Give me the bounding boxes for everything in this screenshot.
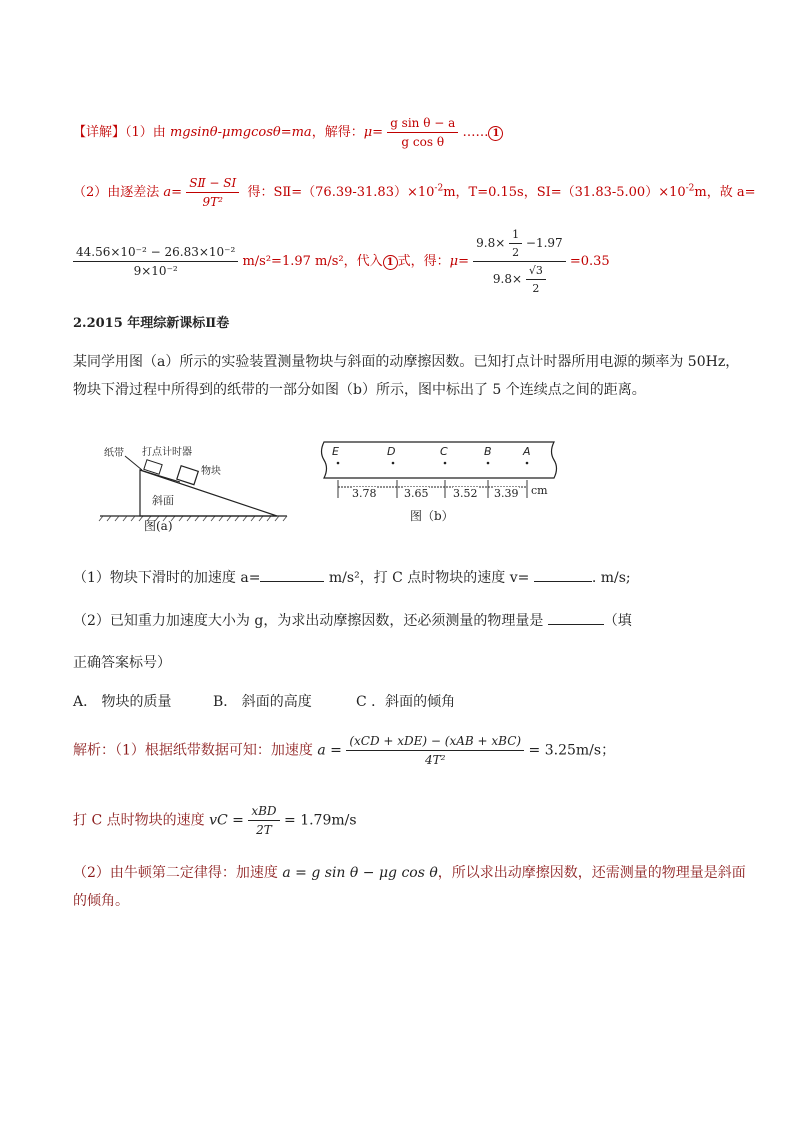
- half-den: 2: [512, 246, 520, 259]
- circled-number-1: 1: [488, 126, 503, 141]
- detail-p2-prefix: （2）由逐差法: [73, 185, 160, 200]
- detail-p2-denominator: 9T²: [202, 195, 223, 209]
- question-2-line-2: 正确答案标号）: [73, 655, 171, 671]
- question-1: [73, 567, 631, 587]
- detail-p1-numerator: g sin θ − a: [387, 116, 458, 133]
- q2-line1-end: （填: [603, 613, 632, 629]
- section-title: 2.2015 年理综新课标Ⅱ卷: [73, 316, 230, 331]
- detail-p3-fraction: [73, 245, 238, 278]
- analysis-p1-fraction: [346, 734, 524, 767]
- analysis-p2-fraction: [248, 804, 279, 837]
- detail-p1-solve: ，解得：: [311, 125, 364, 140]
- analysis-p2-v: vC =: [209, 812, 244, 829]
- point-B: B: [484, 445, 492, 458]
- analysis-line-4: 的倾角。: [73, 893, 129, 909]
- detail-p3-result: =0.35: [569, 254, 610, 269]
- detail-p3-mid2: 式，得：: [397, 254, 450, 269]
- circled-number-1b: 1: [383, 255, 398, 270]
- sqrt3-den: 2: [532, 282, 540, 295]
- figure-a-incline: [95, 438, 295, 536]
- distance-BA: 3.39: [494, 487, 519, 500]
- figure-b-caption: 图（b）: [410, 509, 454, 523]
- q1-text1: （1）物块下滑时的加速度 a=: [73, 570, 261, 586]
- analysis-p1-a: a =: [317, 742, 342, 759]
- detail-tag: 【详解】: [73, 125, 126, 140]
- detail-p2-exp2: -2: [685, 183, 695, 194]
- analysis-line-1: [73, 734, 615, 767]
- question-2-line-1: [73, 610, 632, 630]
- analysis-p1-denominator: 4T²: [424, 753, 446, 767]
- question-line-1: 某同学用图（a）所示的实验装置测量物块与斜面的动摩擦因数。已知打点计时器所用电源的频率为 50Hz，: [73, 354, 740, 370]
- den2-a: 9.8×: [492, 272, 523, 286]
- detail-p1-dots: ……: [462, 125, 489, 140]
- option-b[interactable]: B． 斜面的高度: [213, 694, 312, 710]
- detail-p3-mu: μ=: [449, 254, 469, 269]
- option-c[interactable]: C ．斜面的倾角: [356, 694, 456, 710]
- analysis-p3-line1b: ，所以求出动摩擦因数，还需测量的物理量是斜面: [437, 865, 746, 881]
- q1-text2: m/s²，打 C 点时物块的速度 v=: [324, 570, 530, 586]
- analysis-p2-denominator: 2T: [256, 823, 272, 837]
- point-C: C: [440, 445, 448, 458]
- tape-label: 纸带: [104, 448, 124, 459]
- detail-p3-num2: [473, 228, 566, 262]
- detail-line-1: [73, 116, 503, 149]
- question-line-2: 物块下滑过程中所得到的纸带的一部分如图（b）所示，图中标出了 5 个连续点之间的距离。: [73, 382, 646, 398]
- sqrt3-fraction: [526, 264, 546, 295]
- distance-DC: 3.65: [404, 487, 429, 500]
- detail-line-3: [73, 228, 610, 295]
- analysis-p1-numerator: (xCD + xDE) − (xAB + xBC): [346, 734, 524, 751]
- detail-p2-rest1: 得：SⅡ=（76.39-31.83）×10: [247, 185, 435, 200]
- sqrt3-num: √3: [526, 264, 546, 280]
- block-label: 物块: [201, 466, 221, 477]
- detail-p3-den2: [473, 262, 566, 295]
- num2-d: −1.97: [525, 236, 563, 250]
- blank-velocity[interactable]: [534, 581, 592, 582]
- half-fraction: [509, 228, 522, 259]
- detail-p3-mid: m/s²=1.97 m/s²，代入: [242, 254, 383, 269]
- analysis-p3-equation: a = g sin θ − μg cos θ: [282, 865, 438, 881]
- q1-text3: . m/s;: [591, 570, 631, 586]
- option-a[interactable]: A． 物块的质量: [73, 694, 172, 710]
- detail-line-2: [73, 176, 756, 209]
- analysis-p2-numerator: xBD: [248, 804, 279, 821]
- detail-p2-numerator: SⅡ − SⅠ: [186, 176, 239, 193]
- blank-acceleration[interactable]: [260, 581, 324, 582]
- timer-label: 打点计时器: [142, 447, 192, 458]
- distance-CB: 3.52: [453, 487, 478, 500]
- analysis-p2-prefix: 打 C 点时物块的速度: [73, 812, 205, 829]
- detail-p3-fraction2: [473, 228, 566, 295]
- analysis-line-3: [73, 862, 746, 882]
- detail-p1-denominator: g cos θ: [401, 135, 445, 149]
- detail-p1-equation: mgsinθ-μmgcosθ=ma: [169, 125, 312, 140]
- figure-a-caption: 图(a): [144, 519, 173, 533]
- q2-line1: （2）已知重力加速度大小为 g，为求出动摩擦因数，还必须测量的物理量是: [73, 613, 544, 629]
- detail-p1-fraction: [387, 116, 458, 149]
- detail-p2-exp: -2: [434, 183, 444, 194]
- distance-ED: 3.78: [352, 487, 377, 500]
- unit-cm: cm: [531, 484, 548, 497]
- point-E: E: [332, 445, 339, 458]
- detail-p1-mu: μ=: [363, 125, 384, 140]
- detail-p2-fraction: [186, 176, 239, 209]
- analysis-p1-prefix: 解析：（1）根据纸带数据可知：加速度: [73, 742, 313, 759]
- blank-quantity[interactable]: [548, 624, 604, 625]
- slope-label: 斜面: [152, 494, 174, 507]
- point-A: A: [523, 445, 531, 458]
- analysis-p2-result: = 1.79m/s: [284, 812, 357, 829]
- analysis-line-2: [73, 804, 357, 837]
- half-num: 1: [509, 228, 522, 244]
- detail-p2-rest2: m，T=0.15s，SⅠ=（31.83-5.00）×10: [443, 185, 686, 200]
- detail-p2-rest3: m，故 a=: [694, 185, 756, 200]
- num2-a: 9.8×: [476, 236, 506, 250]
- analysis-p1-result: = 3.25m/s；: [528, 742, 616, 759]
- detail-p1-prefix: （1）由: [125, 125, 166, 140]
- detail-p2-a: a=: [163, 185, 183, 200]
- detail-p3-numerator: 44.56×10⁻² − 26.83×10⁻²: [73, 245, 238, 262]
- analysis-p3-line1a: （2）由牛顿第二定律得：加速度: [73, 865, 278, 881]
- detail-p3-denominator: 9×10⁻²: [133, 264, 178, 278]
- point-D: D: [387, 445, 396, 458]
